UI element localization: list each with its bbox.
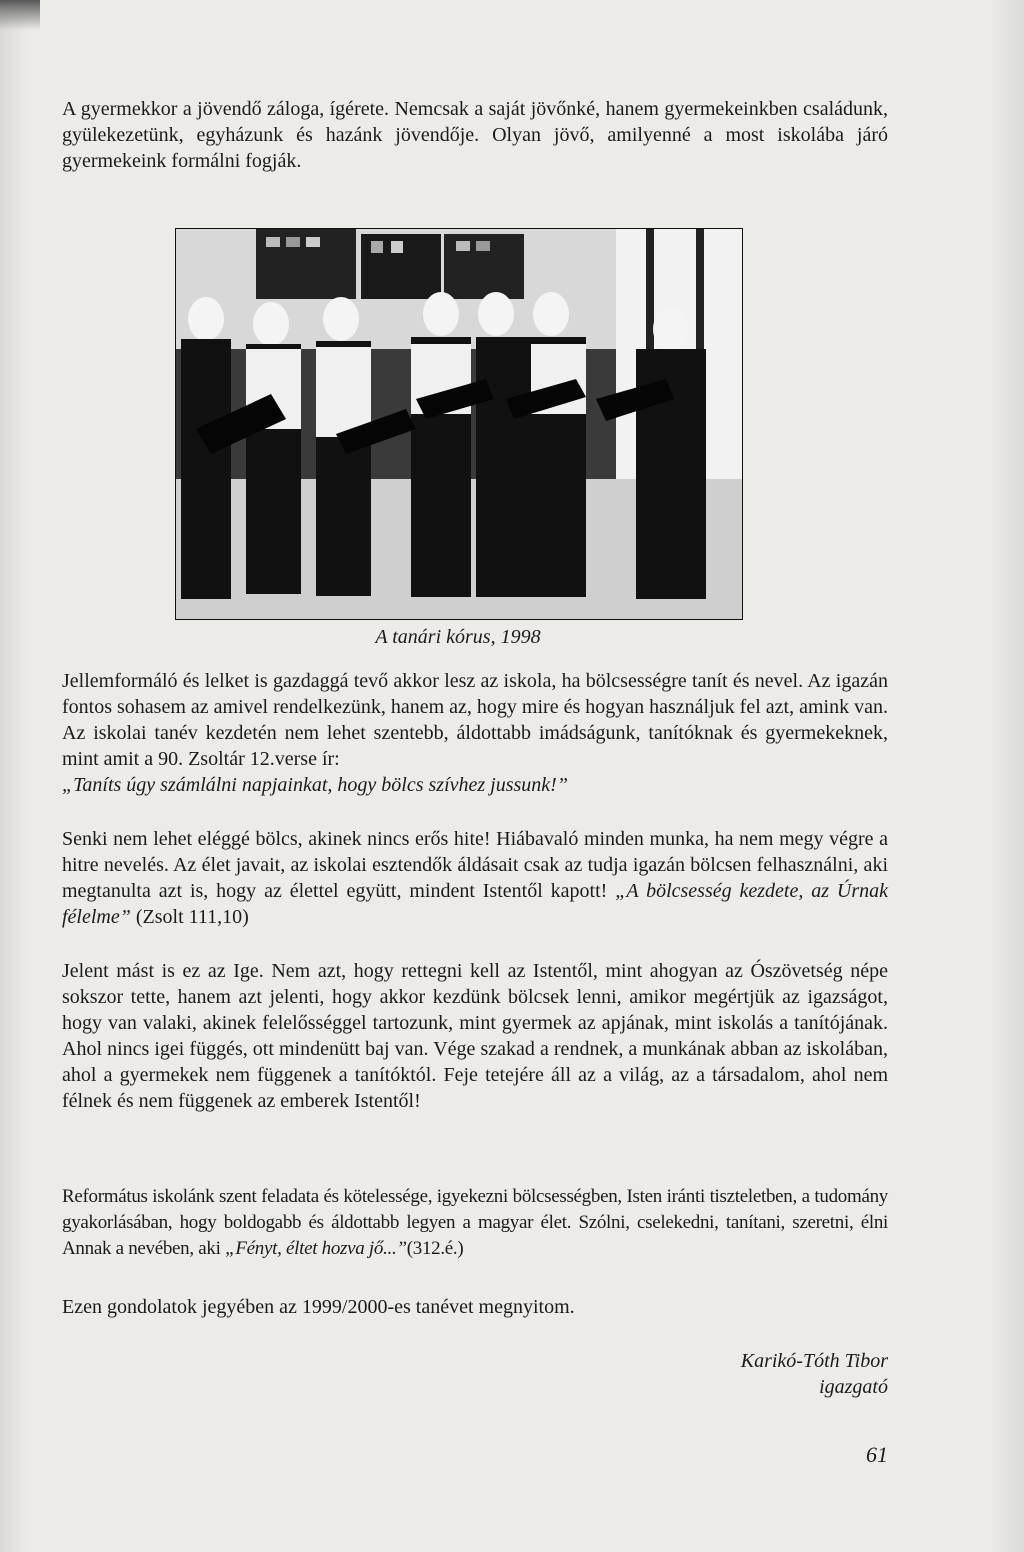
paragraph-3-ref: (Zsolt 111,10) [135,906,249,928]
paragraph-5-ref: (312.é.) [406,1238,464,1259]
paragraph-5-text: Református iskolánk szent feladata és kötelessége, igyekezni bölcsességben, Isten iránti tiszteletben, a tudomány gyakorlásában, hogy boldogabb és áldottabb legyen a magyar élet. Szólni, cselekedni, tanítani, szeretni, élni Annak a nevében, aki [62,1186,888,1259]
paragraph-3-text: Senki nem lehet eléggé bölcs, akinek nincs erős hite! Hiábavaló minden munka, ha nem megy végre a hitre nevelés. Az élet javait, az iskolai esztendők áldásait csak az tudja igazán bölcsen felhasználni, aki megtanulta azt is, hogy az élettel együtt, mindent Istentől kapott! [62,828,888,902]
paragraph-4: Jelent mást is ez az Ige. Nem azt, hogy rettegni kell az Istentől, mint ahogyan az Ószövetség népe sokszor tette, hanem azt jelenti, hogy akkor kezdünk bölcsek lenni, amikor megértjük az igazságot, hogy van valaki, akinek felelősséggel tartozunk, mint gyermek az apjának, mint iskolás a tanítójának. Ahol nincs igei függés, ott mindenütt baj van. Vége szakad a rendnek, a munkának abban az iskolában, ahol a gyermekek nem függenek a tanítóktól. Feje tetejére áll az a világ, az a társadalom, ahol nem félnek és nem függenek az emberek Istentől! [62,960,888,1112]
signature-title: igazgató [819,1376,888,1398]
choir-photo-illustration [176,229,742,619]
paragraph-3-quote: „A bölcsesség kezdete, az Úrnak félelme” [62,880,889,928]
intro-paragraph: A gyermekkor a jövendő záloga, ígérete. Nemcsak a saját jövőnké, hanem gyermekeinkben családunk, gyülekezetünk, egyházunk és hazánk jövendője. Olyan jövő, amilyenné a most iskolába járó gyermekeink formálni fogják. [62,98,888,172]
page-number: 61 [866,1442,888,1467]
paragraph-2-quote: „Taníts úgy számlálni napjainkat, hogy bölcs szívhez jussunk!” [62,774,568,796]
paragraph-6: Ezen gondolatok jegyében az 1999/2000-es tanévet megnyitom. [62,1296,575,1318]
scan-corner-shadow [0,0,40,30]
paragraph-5-quote: „Fényt, éltet hozva jő...” [225,1238,407,1259]
choir-photo [175,228,743,620]
paragraph-5 [62,1184,888,1262]
paragraph-3 [62,826,888,930]
photo-caption: A tanári kórus, 1998 [375,626,541,648]
signature-name: Karikó-Tóth Tibor [740,1350,888,1372]
paragraph-2 [62,668,888,798]
paragraph-2-text: Jellemformáló és lelket is gazdaggá tevő akkor lesz az iskola, ha bölcsességre tanít és nevel. Az igazán fontos sohasem az amivel rendelkezünk, hanem az, hogy mire és hogyan használjuk fel azt, amink van. Az iskolai tanév kezdetén nem lehet szentebb, áldottabb imádságunk, tanítóknak és gyermekeknek, mint amit a 90. Zsoltár 12.verse ír: [62,670,888,770]
